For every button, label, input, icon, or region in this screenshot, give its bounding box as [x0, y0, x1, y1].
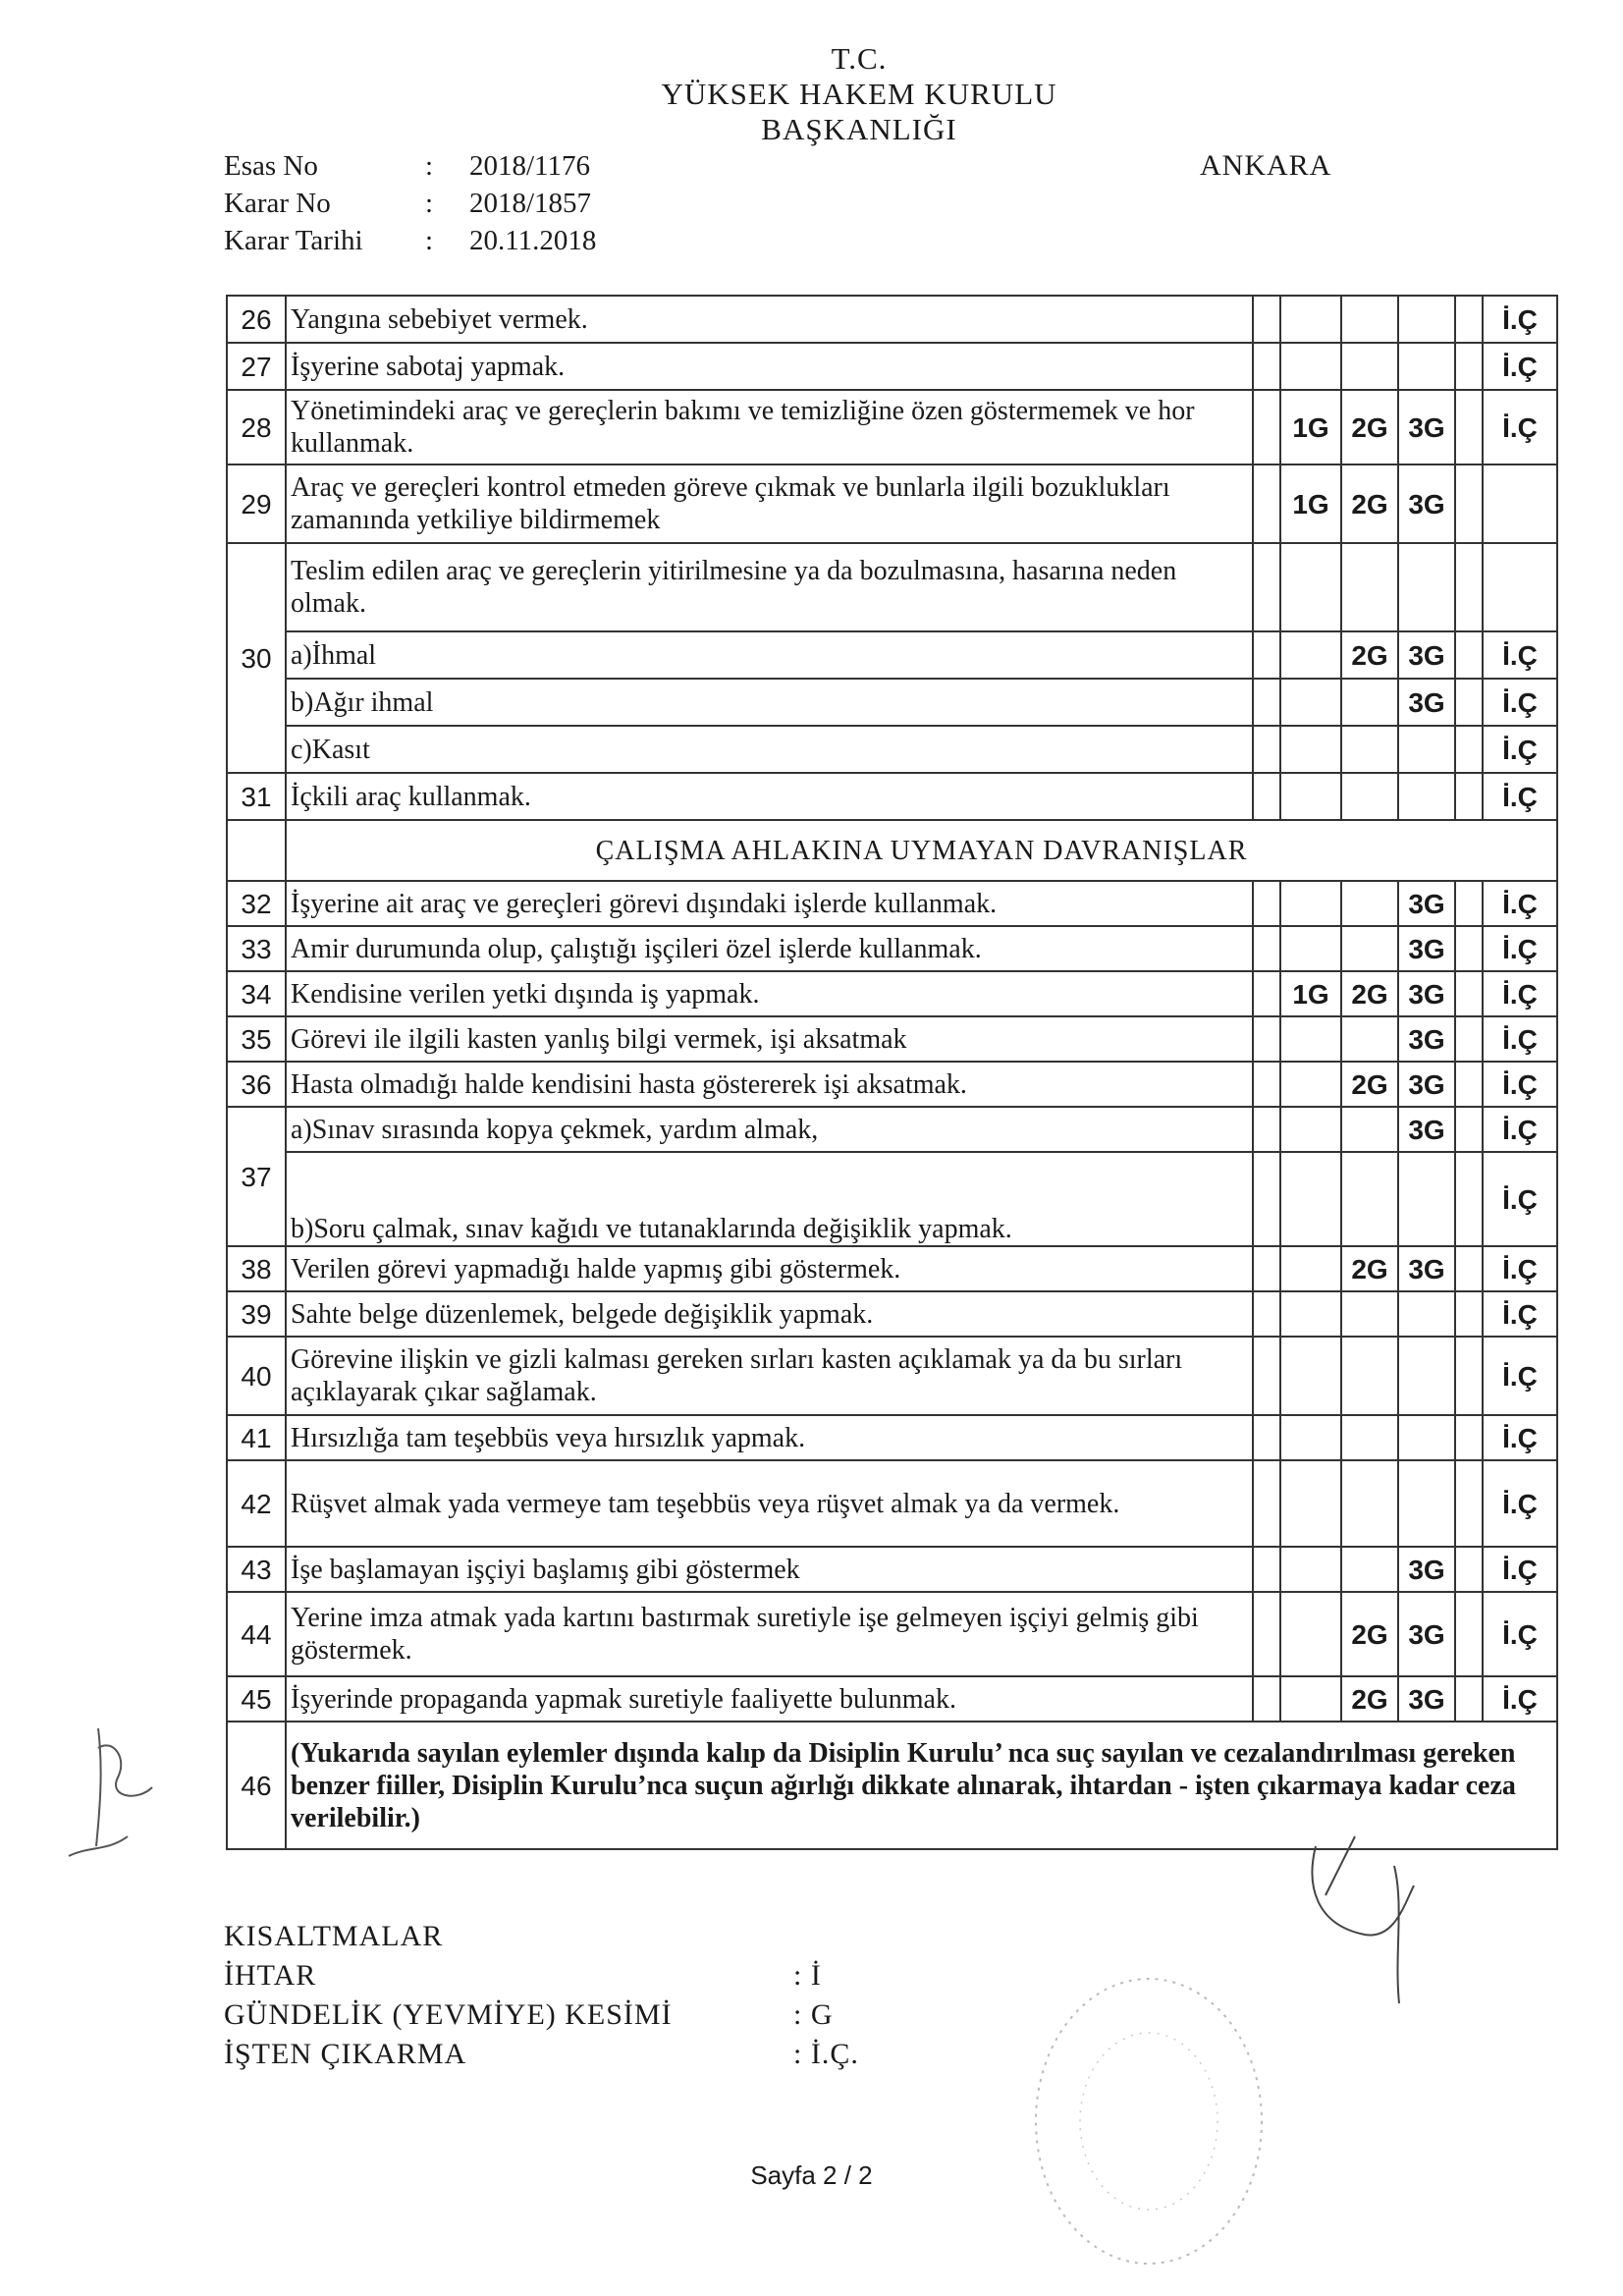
penalty-3g: 3G — [1398, 926, 1455, 971]
meta-key: Esas No — [224, 150, 318, 182]
row-subitem: b)Soru çalmak, sınav kağıdı ve tutanaklarında değişiklik yapmak. — [286, 1152, 1253, 1246]
row-text: Görevine ilişkin ve gizli kalması gereken sırları kasten açıklamak ya da bu sırları açıklayarak çıkar sağlamak. — [286, 1337, 1253, 1415]
table-row — [227, 1062, 1557, 1107]
row-number: 32 — [227, 881, 286, 926]
penalty-ic: İ.Ç — [1483, 1062, 1557, 1107]
penalty-2g: 2G — [1341, 631, 1398, 679]
row-text: İşyerine sabotaj yapmak. — [286, 343, 1253, 390]
table-row — [227, 1592, 1557, 1676]
table-row — [227, 1291, 1557, 1337]
abbreviation-label: İŞTEN ÇIKARMA — [224, 2038, 467, 2070]
header-tc: T.C. — [831, 41, 888, 76]
row-text: Kendisine verilen yetki dışında iş yapmak. — [286, 971, 1253, 1016]
table-row — [227, 1246, 1557, 1291]
row-text: Amir durumunda olup, çalıştığı işçileri özel işlerde kullanmak. — [286, 926, 1253, 971]
abbreviation-item — [224, 2035, 859, 2074]
meta-key: Karar Tarihi — [224, 225, 363, 256]
row-number: 42 — [227, 1460, 286, 1547]
penalty-ic: İ.Ç — [1483, 1676, 1557, 1722]
table-row — [227, 1460, 1557, 1547]
penalty-ic: İ.Ç — [1483, 773, 1557, 820]
penalty-ic: İ.Ç — [1483, 343, 1557, 390]
row-number: 27 — [227, 343, 286, 390]
abbreviation-value: : İ.Ç. — [793, 2038, 859, 2070]
penalty-3g: 3G — [1398, 881, 1455, 926]
table-row — [227, 296, 1557, 343]
left-signature — [59, 1709, 177, 1866]
header-institution: YÜKSEK HAKEM KURULU — [661, 77, 1057, 111]
table-row — [227, 1547, 1557, 1592]
row-number: 41 — [227, 1415, 286, 1460]
row-number: 37 — [227, 1107, 286, 1246]
penalty-ic: İ.Ç — [1483, 1460, 1557, 1547]
abbreviations-title: KISALTMALAR — [224, 1920, 444, 1952]
meta-row-esas — [224, 147, 596, 185]
meta-sep: : — [425, 225, 434, 256]
meta-sep: : — [425, 188, 434, 219]
abbreviation-item — [224, 1956, 859, 1995]
row-text: Hasta olmadığı halde kendisini hasta göstererek işi aksatmak. — [286, 1062, 1253, 1107]
row-text: Araç ve gereçleri kontrol etmeden göreve çıkmak ve bunlarla ilgili bozuklukları zamanında yetkiliye bildirmemek — [286, 465, 1253, 543]
abbreviation-item — [224, 1995, 859, 2035]
penalty-ic: İ.Ç — [1483, 726, 1557, 773]
penalty-ic: İ.Ç — [1483, 631, 1557, 679]
row-number: 34 — [227, 971, 286, 1016]
penalty-1g: 1G — [1280, 390, 1341, 465]
meta-value: 2018/1176 — [469, 150, 590, 182]
meta-value: 20.11.2018 — [469, 225, 597, 256]
table-row — [227, 543, 1557, 631]
abbreviation-value: : İ — [793, 1959, 822, 1992]
penalty-ic: İ.Ç — [1483, 926, 1557, 971]
penalty-3g: 3G — [1398, 1592, 1455, 1676]
row-number: 28 — [227, 390, 286, 465]
penalty-1g: 1G — [1280, 465, 1341, 543]
row-text: Verilen görevi yapmadığı halde yapmış gibi göstermek. — [286, 1246, 1253, 1291]
table-row — [227, 343, 1557, 390]
row-number: 46 — [227, 1722, 286, 1849]
table-row — [227, 1016, 1557, 1062]
row-text: Yerine imza atmak yada kartını bastırmak suretiyle işe gelmeyen işçiyi gelmiş gibi göstermek. — [286, 1592, 1253, 1676]
city-label: ANKARA — [1200, 149, 1332, 182]
table-row — [227, 726, 1557, 773]
right-signature — [1296, 1827, 1453, 2023]
meta-row-tarih — [224, 222, 596, 259]
penalty-3g: 3G — [1398, 971, 1455, 1016]
case-metadata — [224, 147, 596, 259]
penalty-3g: 3G — [1398, 465, 1455, 543]
abbreviation-value: : G — [793, 1998, 834, 2031]
row-number: 44 — [227, 1592, 286, 1676]
row-text: İşe başlamayan işçiyi başlamış gibi göstermek — [286, 1547, 1253, 1592]
penalty-3g: 3G — [1398, 1246, 1455, 1291]
table-row — [227, 1415, 1557, 1460]
row-text: İşyerine ait araç ve gereçleri görevi dışındaki işlerde kullanmak. — [286, 881, 1253, 926]
penalty-ic: İ.Ç — [1483, 971, 1557, 1016]
penalty-ic: İ.Ç — [1483, 1016, 1557, 1062]
penalty-3g: 3G — [1398, 390, 1455, 465]
row-text: Rüşvet almak yada vermeye tam teşebbüs veya rüşvet almak ya da vermek. — [286, 1460, 1253, 1547]
row-text: Hırsızlığa tam teşebbüs veya hırsızlık yapmak. — [286, 1415, 1253, 1460]
penalty-2g: 2G — [1341, 390, 1398, 465]
penalty-1g: 1G — [1280, 971, 1341, 1016]
row-number: 36 — [227, 1062, 286, 1107]
row-text: (Yukarıda sayılan eylemler dışında kalıp da Disiplin Kurulu’ nca suç sayılan ve cezalandırılması gereken benzer fiiller, Disiplin Kurulu’nca suçun ağırlığı dikkate alınarak, ihtardan - işten çıkarmaya kadar ceza verilebilir.) — [286, 1722, 1557, 1849]
table-row — [227, 926, 1557, 971]
penalty-ic: İ.Ç — [1483, 1592, 1557, 1676]
row-number: 26 — [227, 296, 286, 343]
row-text: Sahte belge düzenlemek, belgede değişiklik yapmak. — [286, 1291, 1253, 1337]
table-row — [227, 1107, 1557, 1152]
row-subitem: a)Sınav sırasında kopya çekmek, yardım almak, — [286, 1107, 1253, 1152]
table-row — [227, 1337, 1557, 1415]
meta-row-karar — [224, 185, 596, 222]
row-text: Yönetimindeki araç ve gereçlerin bakımı ve temizliğine özen göstermemek ve hor kullanmak. — [286, 390, 1253, 465]
row-number: 43 — [227, 1547, 286, 1592]
header-presidency: BAŞKANLIĞI — [761, 112, 957, 146]
penalty-3g: 3G — [1398, 679, 1455, 726]
table-row — [227, 971, 1557, 1016]
penalty-2g: 2G — [1341, 971, 1398, 1016]
penalty-3g: 3G — [1398, 1016, 1455, 1062]
penalty-ic: İ.Ç — [1483, 1107, 1557, 1152]
row-text: İşyerinde propaganda yapmak suretiyle faaliyette bulunmak. — [286, 1676, 1253, 1722]
penalty-ic: İ.Ç — [1483, 1152, 1557, 1246]
row-number: 45 — [227, 1676, 286, 1722]
stamp-seal — [1021, 1964, 1276, 2278]
row-subitem: a)İhmal — [286, 631, 1253, 679]
meta-sep: : — [425, 150, 434, 182]
table-row — [227, 390, 1557, 465]
row-number: 30 — [227, 543, 286, 773]
penalty-2g: 2G — [1341, 1592, 1398, 1676]
penalty-3g: 3G — [1398, 1547, 1455, 1592]
penalty-3g: 3G — [1398, 1062, 1455, 1107]
document-header — [565, 41, 1154, 147]
penalty-ic: İ.Ç — [1483, 679, 1557, 726]
penalty-ic: İ.Ç — [1483, 1291, 1557, 1337]
page-number: Sayfa 2 / 2 — [750, 2160, 873, 2190]
table-row — [227, 773, 1557, 820]
penalty-2g: 2G — [1341, 1676, 1398, 1722]
table-row — [227, 679, 1557, 726]
section-row — [227, 820, 1557, 881]
meta-key: Karar No — [224, 188, 331, 219]
table-row — [227, 465, 1557, 543]
penalty-ic: İ.Ç — [1483, 881, 1557, 926]
abbreviations — [224, 1917, 859, 2074]
penalty-3g: 3G — [1398, 1676, 1455, 1722]
penalty-2g: 2G — [1341, 1062, 1398, 1107]
row-text: Teslim edilen araç ve gereçlerin yitirilmesine ya da bozulmasına, hasarına neden olmak. — [286, 543, 1253, 631]
row-text: Yangına sebebiyet vermek. — [286, 296, 1253, 343]
penalty-ic: İ.Ç — [1483, 296, 1557, 343]
row-number: 38 — [227, 1246, 286, 1291]
table-row — [227, 1152, 1557, 1246]
row-text: Görevi ile ilgili kasten yanlış bilgi vermek, işi aksatmak — [286, 1016, 1253, 1062]
row-number: 31 — [227, 773, 286, 820]
penalty-3g: 3G — [1398, 1107, 1455, 1152]
row-number: 35 — [227, 1016, 286, 1062]
penalty-3g: 3G — [1398, 631, 1455, 679]
table-row — [227, 1676, 1557, 1722]
row-subitem: b)Ağır ihmal — [286, 679, 1253, 726]
penalty-ic: İ.Ç — [1483, 1415, 1557, 1460]
row-number: 29 — [227, 465, 286, 543]
row-text: İçkili araç kullanmak. — [286, 773, 1253, 820]
penalty-table — [226, 295, 1558, 1850]
penalty-ic: İ.Ç — [1483, 390, 1557, 465]
penalty-ic: İ.Ç — [1483, 1337, 1557, 1415]
abbreviation-label: GÜNDELİK (YEVMİYE) KESİMİ — [224, 1998, 673, 2031]
row-number: 39 — [227, 1291, 286, 1337]
meta-value: 2018/1857 — [469, 188, 592, 219]
penalty-2g: 2G — [1341, 1246, 1398, 1291]
row-number: 40 — [227, 1337, 286, 1415]
section-title: ÇALIŞMA AHLAKINA UYMAYAN DAVRANIŞLAR — [286, 820, 1557, 881]
table-row — [227, 631, 1557, 679]
abbreviation-label: İHTAR — [224, 1959, 317, 1992]
row-number: 33 — [227, 926, 286, 971]
table-row — [227, 881, 1557, 926]
penalty-2g: 2G — [1341, 465, 1398, 543]
row-subitem: c)Kasıt — [286, 726, 1253, 773]
penalty-ic: İ.Ç — [1483, 1246, 1557, 1291]
penalty-ic: İ.Ç — [1483, 1547, 1557, 1592]
